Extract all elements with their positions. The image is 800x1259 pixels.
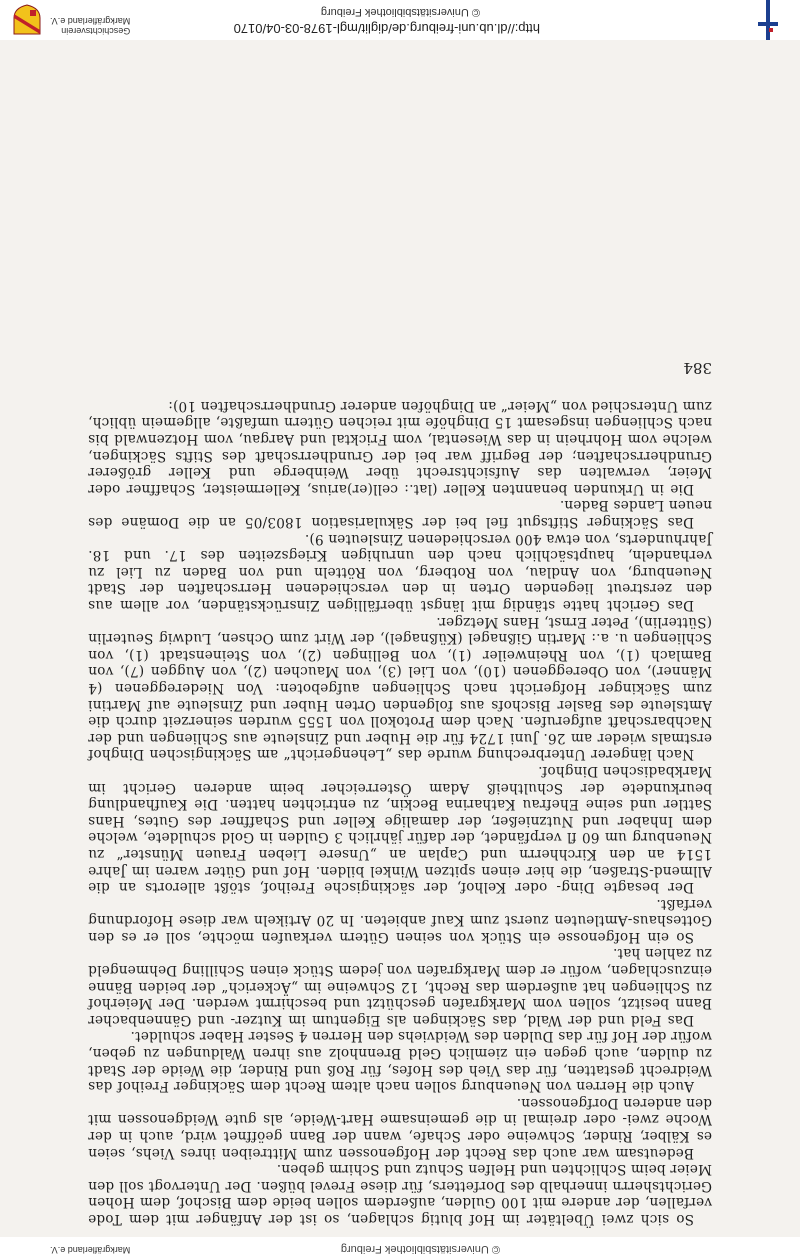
paragraph: Das Feld und der Wald, das Säckingen als Eigentum im Kutzer- und Gännenbacher Bann besitzt, sollen vom Markgrafen geschützt und beschirmt werden. Der Meierhof zu Schliengen hat außerdem das Recht, 12 Schweine im „Äckerich“ der beiden Bänne einzuschlagen, wofür er dem Markgrafen von jedem Stück einen Schilling Dehmengeld zu zahlen hat.: [88, 945, 712, 1028]
footer-university-credit: © Universitätsbibliothek Freiburg: [340, 1243, 500, 1255]
paragraph: Bedeutsam war auch das Recht der Hofgenossen zum Mittreiben ihres Viehs, seien es Kälber, Rinder, Schweine oder Schafe, wann der Bann geöffnet wird, auch in der Woche zwei- oder dreimal in die gemeinsame Hart-Weide, als gute Weidgenossen mit den anderen Dorfgenossen.: [88, 1094, 712, 1161]
document-url[interactable]: http://dl.ub.uni-freiburg.de/diglit/mgl-1978-03-04/0170: [233, 21, 540, 36]
page-number: 384: [683, 359, 712, 377]
header-band: [0, 0, 800, 40]
society-line1: Geschichtsverein: [61, 26, 131, 36]
scanned-page: [0, 40, 800, 1237]
paragraph: So ein Hofgenosse ein Stück von seinen Gütern verkaufen möchte, soll er es den Gotteshaus-Amtleuten zuerst zum Kauf anbieten. In 20 Artikeln war diese Hofordnung verfaßt.: [88, 895, 712, 945]
footer-society-name: Markgräflerland e.V.: [50, 1245, 131, 1255]
paragraph: Das Gericht hatte ständig mit längst überfälligen Zinsrückständen, vor allem aus den zerstreut liegenden Orten in den verschiedenen Herrschaften der Stadt Neuenburg, von Andlau, von Rotberg, von Rötteln und von Baden zu Liel zu verhandeln, hauptsächlich nach den unruhigen Kriegszeiten des 17. und 18. Jahrhunderts, von etwa 400 verschiedenen Zinsleuten 9).: [88, 530, 712, 614]
paragraph: Auch die Herren von Neuenburg sollen nach altem Recht dem Säckinger Freihof das Weidrecht gestatten, für das Vieh des Hofes, für Roß und Rinder, die Weide der Stadt zu dulden, auch gegen ein ziemlich Geld Brennholz aus ihren Waldungen zu geben, wofür der Hof für das Dulden des Weidviehs den Herren 4 Sester Haber schuldet.: [88, 1028, 712, 1095]
page-text: [88, 397, 712, 1227]
university-credit: © Universitätsbibliothek Freiburg: [320, 6, 480, 18]
paragraph: Die in Urkunden benannten Keller (lat.: cell(er)arius, Kellermeister, Schaffner oder Meier, verwalten das Aufsichtsrecht über Weinberge und Keller größerer Grundherrschaften; der Begriff war bei der Grundherrschaft des Stifts Säckingen, welche vom Hohrhein in das Wiesental, vom Fricktal und Aargau, vom Hotzenwald bis nach Schliengen insgesamt 15 Dinghöfe mit reichen Gütern umfaßte, allgemein üblich, zum Unterschied von „Meier“ an Dinghöfen anderer Grundherrschaften 10):: [88, 397, 712, 497]
page-marker-icon: [756, 0, 780, 40]
society-logo-icon: [12, 4, 42, 36]
society-name: [50, 16, 130, 36]
paragraph: Das Säckinger Stiftsgut fiel bei der Säkularisation 1803/05 an die Domäne des neuen Landes Baden.: [88, 497, 712, 531]
page-content: [0, 40, 800, 1237]
paragraph: Nach längerer Unterbrechung wurde das „Lehengericht“ am Säckingischen Dinghof erstmals wieder am 26. Juni 1724 für die Huber und Zinsleute aus Schliengen und der Nachbarschaft aufgerufen. Nach dem Protokoll von 1555 wurden seinerzeit durch die Amtsleute des Basler Bischofs aus folgenden Orten Huber und Zinsleute auf Martini zum Säckinger Hofgericht nach Schliengen aufgeboten: Von Niedereggenen (4 Männer), von Obereggenen (10), von Liel (3), von Mauchen (2), von Auggen (7), von Bamlach (1), von Rheinweiler (1), von Bellingen (2), von Steinenstadt (1), von Schliengen u. a.: Martin Gißnagel (Küßnagel), der Wirt zum Ochsen, Ludwig Seuterlin (Sütterlin), Peter Ernst, Hans Metzger.: [88, 613, 712, 763]
footer-band: [0, 1237, 800, 1259]
paragraph: So sich zwei Übeltäter im Hof blutig schlagen, so ist der Anfänger mit dem Tode verfallen, der andere mit 100 Gulden, außerdem sollen beide dem Bischof, dem Hohen Gerichtsherrn innerhalb des Dorfetters, für diese Frevel büßen. Der Untervogt soll den Meier beim Schlichten und Helfen Schutz und Schirm geben.: [88, 1161, 712, 1227]
paragraph: Der besagte Ding- oder Kelhof, der säckingische Freihof, stößt allerorts an die Allmend-Straßen, die hier einen spitzen Winkel bilden. Hof und Güter waren im Jahre 1514 an den Kirchherrn und Caplan an „Unsere Lieben Frauen Münster“ zu Neuenburg um 60 fl verpfändet, der dafür jährlich 3 Gulden in Gold schuldete, welche dem Inhaber und Nutznießer, der damalige Keller und Schaffner des Gutes, Hans Sattler und seine Ehefrau Katharina Beckin, zu entrichten hatten. Die Kaufhandlung beurkundete der Schultheiß Adam Österreicher beim anderen Gericht im Markbadischen Dinghof.: [88, 762, 712, 896]
society-line2: Markgräflerland e.V.: [50, 16, 131, 26]
